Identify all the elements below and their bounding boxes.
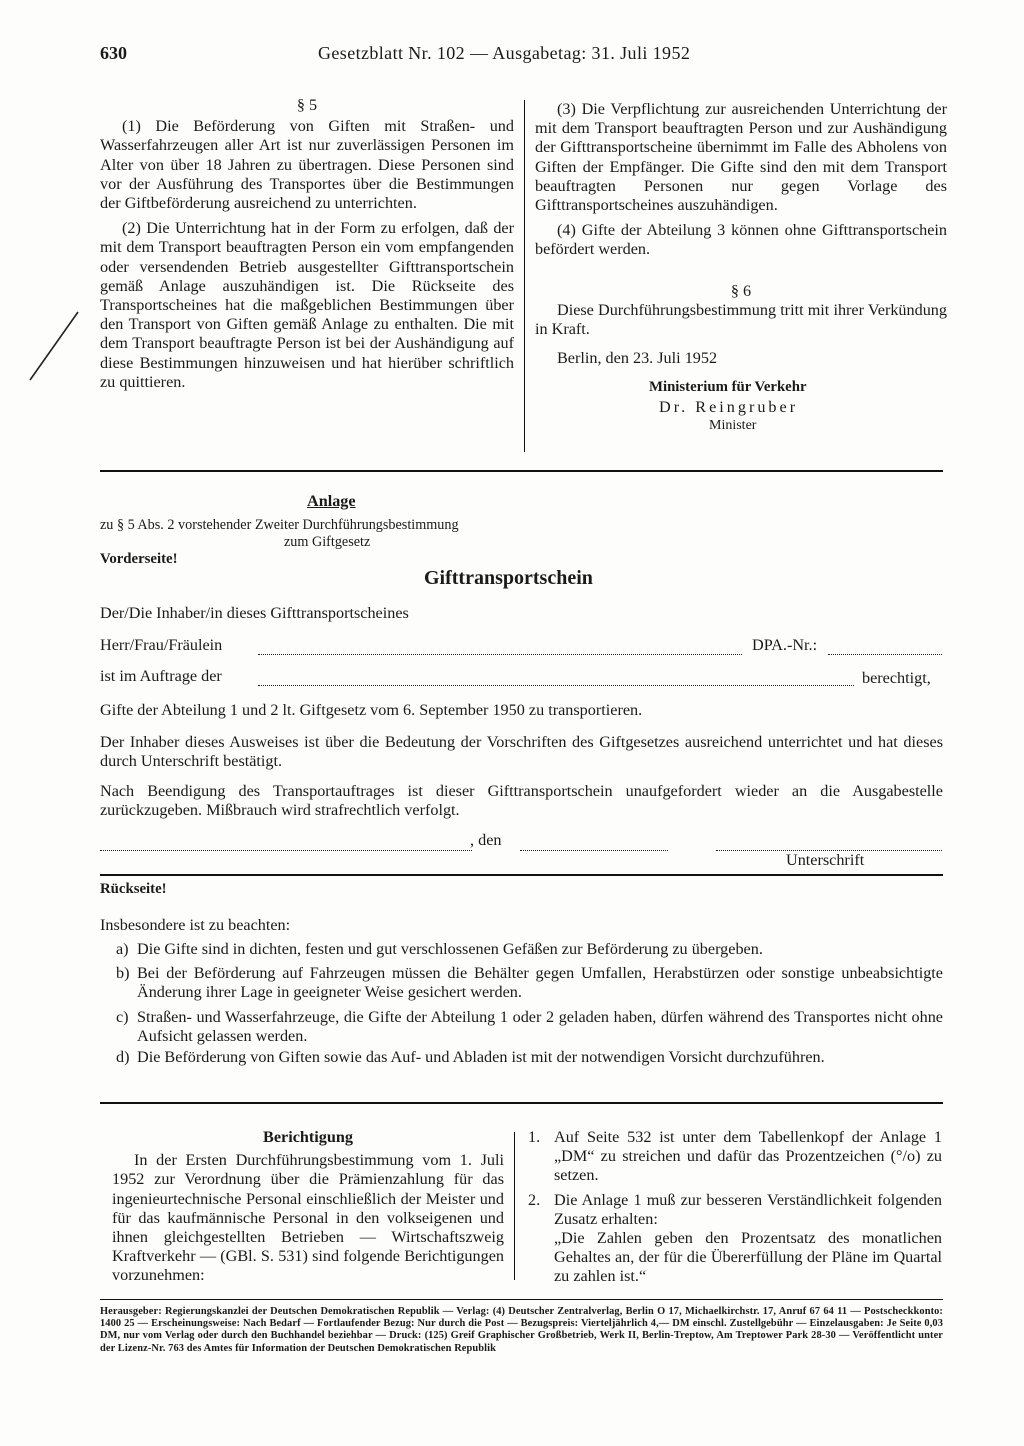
place-date: Berlin, den 23. Juli 1952 xyxy=(557,349,718,368)
section-6-para: Diese Durchführungsbestimmung tritt mit ihrer Verkündung in Kraft. xyxy=(535,300,947,339)
section-5-para-1: (1) Die Beförderung von Giften mit Straßen- und Wasserfahrzeugen aller Art ist nur zuverlässigen Personen im Alter von über 18 Jahren zu übertragen. Diese Personen sind vor der Ausführung des Transportes über die Bestimmungen der Giftbeförderung ausreichend zu unterrichten. xyxy=(100,117,514,213)
page-number: 630 xyxy=(100,43,127,63)
form-title: Gifttransportschein xyxy=(424,567,593,589)
margin-pen-mark xyxy=(20,300,90,390)
item-marker: 2. xyxy=(528,1190,541,1209)
dpa-field[interactable] xyxy=(828,642,942,655)
back-side-label: Rückseite! xyxy=(100,881,167,897)
gazette-title: Gesetzblatt Nr. 102 — Ausgabetag: 31. Juli 1952 xyxy=(318,43,691,63)
right-column xyxy=(535,100,947,434)
auftrag-label: ist im Auftrage der xyxy=(100,667,222,685)
item-marker: c) xyxy=(116,1008,129,1026)
item-text: Bei der Beförderung auf Fahrzeugen müssen die Behälter gegen Umfallen, Herabstürzen oder sonstige unbeabsichtigte Änderung ihrer Lage in geeigneter Weise gesichert werden. xyxy=(137,964,943,1002)
item-marker: d) xyxy=(116,1048,130,1066)
section-5-heading: § 5 xyxy=(296,96,318,114)
section-divider xyxy=(100,470,943,472)
berechtigt-label: berechtigt, xyxy=(862,669,931,687)
correction-item xyxy=(528,1191,942,1287)
imprint: Herausgeber: Regierungskanzlei der Deutschen Demokratischen Republik — Verlag: (4) Deutscher Zentralverlag, Berlin O 17, Michaelkirchstr. 17, Anruf 67 64 11 — Postscheckkonto: 1400 25 — Erscheinungsweise: Nach Bedarf — Fortlaufender Bezug: Nur durch die Post — Bezugspreis: Vierteljährlich 4,— DM einschl. Zustellgebühr — Einzelausgaben: Je Seite 0,03 DM, nur vom Verlag oder durch den Buchhandel beziehbar — Druck: (125) Greif Graphischer Großbetrieb, Werk II, Berlin-Treptow, Am Treptower Park 28-30 — Veröffentlicht unter der Lizenz-Nr. 763 des Amtes für Information der Deutschen Demokratischen Republik xyxy=(100,1306,943,1354)
berichtigung-divider xyxy=(100,1102,943,1104)
left-column xyxy=(100,96,514,392)
instruction-item xyxy=(116,964,943,1002)
dpa-label: DPA.-Nr.: xyxy=(752,636,818,654)
signature-label: Unterschrift xyxy=(786,851,865,869)
berichtigung-left xyxy=(112,1128,504,1286)
holder-line: Der/Die Inhaber/in dieses Gifttransportscheines xyxy=(100,604,409,622)
place-field[interactable] xyxy=(100,838,472,851)
den-label: , den xyxy=(470,831,502,849)
berichtigung-column-divider xyxy=(514,1132,515,1280)
back-side-divider xyxy=(100,874,943,876)
signature-field[interactable] xyxy=(716,838,942,851)
item-quote: „Die Zahlen geben den Prozentsatz des monatlichen Gehaltes an, der für die Übererfüllung der Pläne im Quartal zu zahlen ist.“ xyxy=(554,1229,942,1286)
item-text: Straßen- und Wasserfahrzeuge, die Gifte der Abteilung 1 oder 2 geladen haben, dürfen während des Transportes nicht ohne Aufsicht gelassen werden. xyxy=(137,1008,943,1046)
section-6-heading: § 6 xyxy=(730,281,752,300)
date-field[interactable] xyxy=(520,838,668,851)
signer-title: Minister xyxy=(709,417,757,433)
section-5-para-4: (4) Gifte der Abteilung 3 können ohne Gifttransportschein befördert werden. xyxy=(535,221,947,259)
item-text: Die Anlage 1 muß zur besseren Verständlichkeit folgenden Zusatz erhalten: xyxy=(554,1190,942,1228)
rueckgabe-paragraph: Nach Beendigung des Transportauftrages ist dieser Gifttransportschein unaufgefordert wieder an die Ausgabestelle zurückzugeben. Mißbrauch wird strafrechtlich verfolgt. xyxy=(100,782,943,820)
correction-item xyxy=(528,1128,942,1186)
instruction-item xyxy=(116,1008,943,1046)
anlage-title: Anlage xyxy=(307,492,356,510)
name-field[interactable] xyxy=(258,642,742,655)
instruction-item xyxy=(116,1048,943,1067)
signer-name: Dr. Reingruber xyxy=(659,397,799,416)
inhaber-paragraph: Der Inhaber dieses Ausweises ist über die Bedeutung der Vorschriften des Giftgesetzes ausreichend unterrichtet und hat dieses durch Unterschrift bestätigt. xyxy=(100,733,943,771)
item-marker: b) xyxy=(116,964,130,982)
section-5-para-3: (3) Die Verpflichtung zur ausreichenden Unterrichtung der mit dem Transport beauftragten Person und zur Aushändigung der Gifttransportscheine übernimmt im Falle des Abholens von Giften der Empfänger. Die Gifte sind den mit dem Transport beauftragten Personen nur gegen Vorlage des Gifttransportscheines auszuhändigen. xyxy=(535,100,947,215)
column-divider xyxy=(524,100,525,452)
berichtigung-title: Berichtigung xyxy=(263,1128,353,1146)
berichtigung-text: In der Ersten Durchführungsbestimmung vom 1. Juli 1952 zur Verordnung über die Prämienzahlung für das ingenieurtechnische Personal einschließlich der Meister und für das kaufmännische Personal in den volkseigenen und ihnen gleichgestellten Betrieben — Wirtschaftszweig Kraftverkehr — (GBl. S. 531) sind folgende Berichtigungen vorzunehmen: xyxy=(112,1151,504,1285)
anlage-subtitle-1: zu § 5 Abs. 2 vorstehender Zweiter Durchführungsbestimmung xyxy=(100,517,459,533)
back-intro: Insbesondere ist zu beachten: xyxy=(100,916,291,934)
item-marker: a) xyxy=(116,940,129,958)
auftrag-field[interactable] xyxy=(258,673,854,686)
ministry-name: Ministerium für Verkehr xyxy=(649,379,807,396)
gifte-line: Gifte der Abteilung 1 und 2 lt. Giftgesetz vom 6. September 1950 zu transportieren. xyxy=(100,701,643,719)
item-marker: 1. xyxy=(528,1128,541,1146)
imprint-divider xyxy=(100,1299,943,1300)
front-side-label: Vorderseite! xyxy=(100,551,178,567)
name-label: Herr/Frau/Fräulein xyxy=(100,636,223,654)
berichtigung-right xyxy=(528,1128,942,1287)
instruction-item xyxy=(116,940,943,959)
item-text: Die Beförderung von Giften sowie das Auf- und Abladen ist mit der notwendigen Vorsicht durchzuführen. xyxy=(137,1048,825,1066)
item-text: Auf Seite 532 ist unter dem Tabellenkopf der Anlage 1 „DM“ zu streichen und dafür das Prozentzeichen (°/o) zu setzen. xyxy=(554,1128,942,1185)
anlage-subtitle-2: zum Giftgesetz xyxy=(284,534,371,550)
item-text: Die Gifte sind in dichten, festen und gut verschlossenen Gefäßen zur Beförderung zu übergeben. xyxy=(137,940,763,958)
section-5-para-2: (2) Die Unterrichtung hat in der Form zu erfolgen, daß der mit dem Transport beauftragten Person ein vom empfangenden oder versendenden Betrieb ausgestellter Gifttransportschein gemäß Anlage auszuhändigen ist. Die Rückseite des Transportscheines hat die maßgeblichen Bestimmungen über den Transport von Giften gemäß Anlage zu enthalten. Die mit dem Transport beauftragte Person ist bei der Aushändigung auf diese Bestimmungen hinzuweisen und hat hierüber schriftlich zu quittieren. xyxy=(100,219,514,391)
